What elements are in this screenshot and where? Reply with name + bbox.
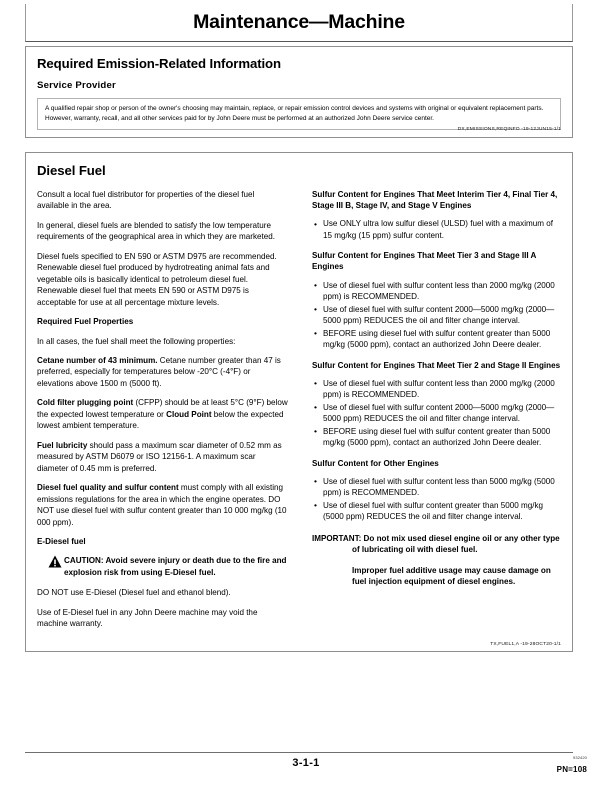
important-notice-primary: IMPORTANT: Do not mix used diesel engine oil or any other type of lubricating oil with diesel fuel. [312,533,560,555]
bullet-list-tier4 [312,218,563,241]
article-subtitle-service-provider: Service Provider [37,80,116,91]
cfpp-mid-text: (CFPP) should be at least 5°C (9°F) below the expected lowest temperature or [37,398,288,419]
article-diesel-fuel [25,152,573,652]
service-provider-note: A qualified repair shop or person of the owner's choosing may maintain, replace, or repair emission control devices and systems with original or equivalent replacement parts. However, warranty, recall, and all other services paid for by John Deere must be performed at an authorized John Deere service center. [37,98,561,130]
paragraph-en590-astm: Diesel fuels specified to EN 590 or ASTM D975 are recommended. Renewable diesel fuel produced by hydrotreating animal fats and vegetable oils is basically identical to petroleum diesel fuel. Renewable diesel fuel that meets EN 590 or ASTM D975 is acceptable for use at all percentage mixture levels. [37,251,277,307]
paragraph-consult-distributor: Consult a local fuel distributor for properties of the diesel fuel available in the area. [37,190,255,211]
page-title: Maintenance—Machine [193,11,405,33]
caution-text-wrapper [48,555,288,578]
heading-sulfur-tier3: Sulfur Content for Engines That Meet Tier 3 and Stage III A Engines [312,251,537,272]
article-title-emission: Required Emission-Related Information [37,56,281,71]
heading-sulfur-tier4: Sulfur Content for Engines That Meet Interim Tier 4, Final Tier 4, Stage III B, Stage IV, and Stage V Engines [312,190,558,211]
paragraph-do-not-use-ediesel: DO NOT use E-Diesel (Diesel fuel and ethanol blend). [37,588,231,598]
article-title-diesel-fuel: Diesel Fuel [37,163,106,178]
heading-sulfur-other-engines: Sulfur Content for Other Engines [312,458,439,468]
lubricity-rest-text: should pass a maximum scar diameter of 0.52 mm as measured by ASTM D6079 or ISO 12156-1. A maximum scar diameter of 0.45 mm is preferred. [37,440,282,473]
left-column [37,189,288,630]
heading-e-diesel-fuel: E-Diesel fuel [37,537,86,547]
list-item: • Use of diesel fuel with sulfur content less than 2000 mg/kg (2000 ppm) is RECOMMENDED. [312,280,563,303]
cfpp-rest-text: below the expected lowest ambient temperature. [37,409,284,431]
warning-triangle-icon [48,555,62,568]
important-notice-secondary: Improper fuel additive usage may cause damage on fuel injection equipment of diesel engines. [352,565,551,587]
list-item: • Use of diesel fuel with sulfur content less than 2000 mg/kg (2000 ppm) is RECOMMENDED. [312,378,563,401]
lubricity-lead-text: Fuel lubricity [37,440,88,450]
paragraph-cetane-number [37,355,288,389]
reference-code-emission: DX,EMISSIONS,REQINFO -19-12JUN15-1/1 [457,127,561,132]
list-item: • Use of diesel fuel with sulfur content 2000—5000 mg/kg (2000—5000 ppm) REDUCES the oil and filter change interval. [312,304,563,327]
paragraph-warranty-void: Use of E-Diesel fuel in any John Deere machine may void the machine warranty. [37,607,258,629]
paragraph-cold-filter-plugging-point [37,397,288,431]
caution-text: CAUTION: Avoid severe injury or death due to the fire and explosion risk from using E-Diesel fuel. [64,556,287,577]
footer-tiny-code: 932420 [573,755,587,760]
page-number: 3-1-1 [292,757,320,769]
paragraph-blended-fuels: In general, diesel fuels are blended to satisfy the low temperature requirements of the geographical area in which they are marketed. [37,220,275,242]
important-notice-block [312,533,563,588]
bullet-list-tier3 [312,280,563,351]
footer-divider [25,752,573,753]
list-item: • BEFORE using diesel fuel with sulfur content greater than 5000 mg/kg (5000 ppm), contact an authorized John Deere dealer. [312,328,563,351]
article-required-emission-related-information [25,46,573,138]
paragraph-all-cases: In all cases, the fuel shall meet the following properties: [37,336,236,346]
heading-required-fuel-properties: Required Fuel Properties [37,317,134,327]
caution-block [37,555,288,578]
footer-pn-code: PN=108 [556,765,587,774]
right-column [312,189,563,630]
list-item: • Use of diesel fuel with sulfur content less than 5000 mg/kg (5000 ppm) is RECOMMENDED. [312,476,563,499]
paragraph-fuel-quality-sulfur-content [37,482,288,528]
cfpp-lead-text: Cold filter plugging point [37,398,134,408]
sulfur-lead-text: Diesel fuel quality and sulfur content [37,483,179,493]
cetane-lead-text: Cetane number of 43 minimum. [37,356,158,365]
reference-code-diesel-fuel: TX,FUEL1,A -19-28OCT20-1/1 [490,642,561,647]
list-item: • Use of diesel fuel with sulfur content greater than 5000 mg/kg (5000 ppm) REDUCES the oil and filter change interval. [312,500,563,523]
two-column-body [37,189,561,630]
page-title-band [25,4,573,42]
list-item: • Use of diesel fuel with sulfur content 2000—5000 mg/kg (2000—5000 ppm) REDUCES the oil and filter change interval. [312,402,563,425]
list-item: • BEFORE using diesel fuel with sulfur content greater than 5000 mg/kg (5000 ppm), contact an authorized John Deere dealer. [312,426,563,449]
bullet-list-other [312,476,563,523]
paragraph-fuel-lubricity [37,440,288,474]
bullet-list-tier2 [312,378,563,449]
cloud-point-lead-text: Cloud Point [166,409,212,419]
cetane-rest-text: Cetane number greater than 47 is preferred, especially for temperatures below -20°C (-4°F) or elevations above 1500 m (5000 ft). [37,356,281,388]
sulfur-rest-text: must comply with all existing emissions regulations for the area in which the engine operates. DO NOT use diesel fuel with sulfur content greater than 10 000 mg/kg (10 000 ppm). [37,483,287,527]
heading-sulfur-tier2: Sulfur Content for Engines That Meet Tier 2 and Stage II Engines [312,360,561,370]
list-item: • Use ONLY ultra low sulfur diesel (ULSD) fuel with a maximum of 15 mg/kg (15 ppm) sulfur content. [312,218,563,241]
